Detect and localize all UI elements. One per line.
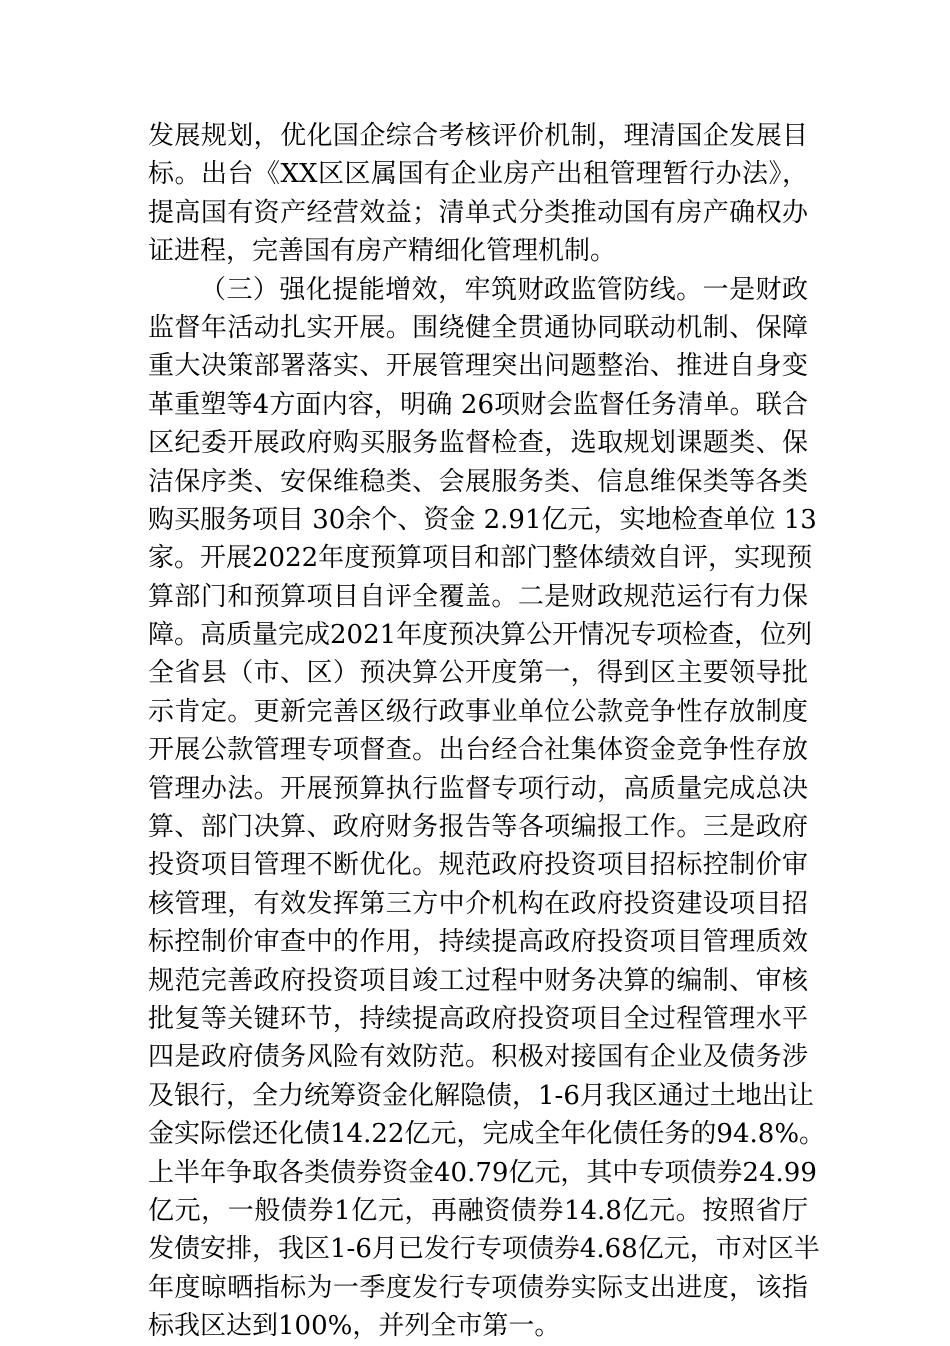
text-line: 革重塑等4方面内容，明确 26项财会监督任务清单。联合 (148, 389, 808, 420)
text-line: 监督年活动扎实开展。围绕健全贯通协同联动机制、保障 (148, 312, 808, 343)
text-line: 家。开展2022年度预算项目和部门整体绩效自评，实现预 (148, 543, 813, 574)
text-line: 标我区达到100%，并列全市第一。 (148, 1311, 561, 1342)
text-line: 规范完善政府投资项目竣工过程中财务决算的编制、审核 (148, 965, 808, 996)
text-line: 标。出台《XX区区属国有企业房产出租管理暂行办法》， (148, 159, 808, 190)
text-line: 障。高质量完成2021年度预决算公开情况专项检查，位列 (148, 620, 813, 651)
text-line: 四是政府债务风险有效防范。积极对接国有企业及债务涉 (148, 1042, 808, 1073)
text-line: 全省县（市、区）预决算公开度第一，得到区主要领导批 (148, 658, 808, 689)
text-line: 年度晾晒指标为一季度发行专项债券实际支出进度，该指 (148, 1272, 808, 1303)
text-line: 批复等关键环节，持续提高政府投资项目全过程管理水平 (148, 1003, 808, 1034)
text-line: 洁保序类、安保维稳类、会展服务类、信息维保类等各类 (148, 466, 808, 497)
text-line: 证进程，完善国有房产精细化管理机制。 (148, 236, 617, 267)
text-line: 亿元，一般债券1亿元，再融资债券14.8亿元。按照省厅 (148, 1195, 808, 1226)
text-line: 算、部门决算、政府财务报告等各项编报工作。三是政府 (148, 812, 808, 843)
text-line: 投资项目管理不断优化。规范政府投资项目招标控制价审 (148, 850, 808, 881)
section-heading-line: （三）强化提能增效，牢筑财政监管防线。一是财政 (200, 274, 808, 305)
text-line: 核管理，有效发挥第三方中介机构在政府投资建设项目招 (148, 888, 808, 919)
text-line: 发债安排，我区1-6月已发行专项债券4.68亿元，市对区半 (148, 1234, 820, 1265)
text-line: 购买服务项目 30余个、资金 2.91亿元，实地检查单位 13 (148, 504, 817, 535)
text-line: 示肯定。更新完善区级行政事业单位公款竞争性存放制度 (148, 696, 808, 727)
text-line: 算部门和预算项目自评全覆盖。二是财政规范运行有力保 (148, 581, 808, 612)
text-line: 标控制价审查中的作用，持续提高政府投资项目管理质效 (148, 927, 808, 958)
text-line: 开展公款管理专项督查。出台经合社集体资金竞争性存放 (148, 735, 808, 766)
text-line: 上半年争取各类债券资金40.79亿元，其中专项债券24.99 (148, 1157, 817, 1188)
text-line: 金实际偿还化债14.22亿元，完成全年化债任务的94.8%。 (148, 1119, 826, 1150)
text-line: 发展规划，优化国企综合考核评价机制，理清国企发展目 (148, 121, 808, 151)
text-line: 区纪委开展政府购买服务监督检查，选取规划课题类、保 (148, 428, 808, 459)
text-line: 提高国有资产经营效益；清单式分类推动国有房产确权办 (148, 197, 808, 228)
text-line: 及银行，全力统筹资金化解隐债，1-6月我区通过土地出让 (148, 1080, 814, 1111)
text-line: 管理办法。开展预算执行监督专项行动，高质量完成总决 (148, 773, 808, 804)
body-text (148, 117, 826, 1346)
text-line: 重大决策部署落实、开展管理突出问题整治、推进自身变 (148, 351, 808, 382)
